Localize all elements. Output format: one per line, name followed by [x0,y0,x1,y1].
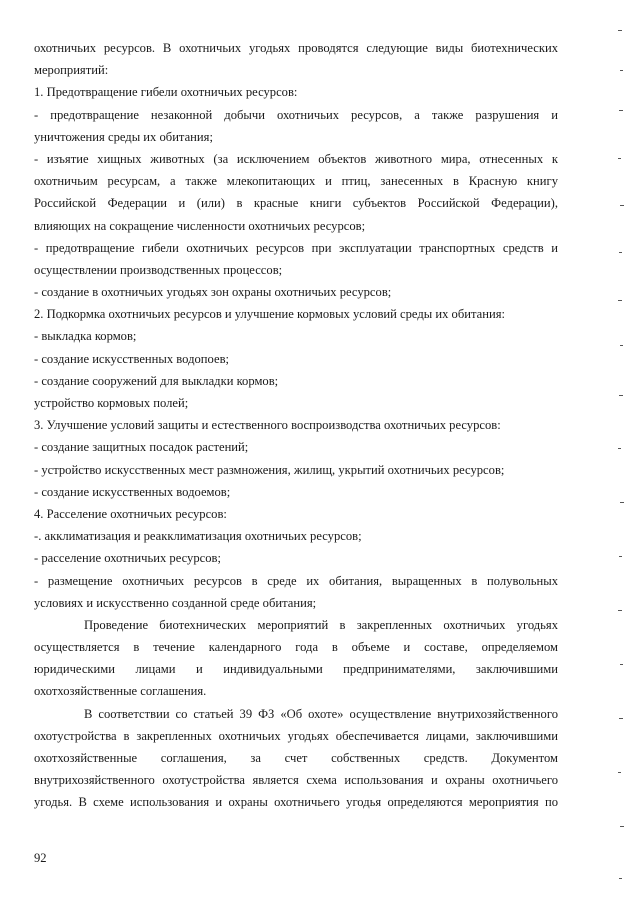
text-line: - создание искусственных водоемов; [34,484,231,499]
text-line: В соответствии со статьей 39 ФЗ «Об охоте» осуществление внутрихозяйственного [84,706,558,721]
text-line: охотхозяйственные соглашения, за счет собственных средств. Документом [34,751,558,765]
text-line: охотустройства в закрепленных охотничьих угодьях обеспечивается лицами, заключившими [34,728,558,743]
text-line: условиях и искусственно созданной среде обитания; [34,595,317,610]
text-line: внутрихозяйственного охотустройства является схема использования и охраны охотничьего [34,773,558,788]
text-line: охотхозяйственные соглашения. [34,684,207,699]
text-line: - выкладка кормов; [34,329,137,344]
page-number: 92 [34,851,47,865]
text-line: 4. Расселение охотничьих ресурсов: [34,506,227,521]
text-line: - предотвращение незаконной добычи охотничьих ресурсов, а также разрушения и [34,107,558,122]
text-line: юридическими лицами и индивидуальными предпринимателями, заключившими [34,662,558,677]
text-line: уничтожения среды их обитания; [34,129,213,144]
text-line: устройство кормовых полей; [34,396,189,410]
text-line: осуществляется в течение календарного года в объеме и составе, определяемом [34,640,558,655]
text-line: - изъятие хищных животных (за исключением объектов животного мира, отнесенных к [34,151,558,166]
text-line: - создание сооружений для выкладки кормов; [34,373,279,388]
text-line: 1. Предотвращение гибели охотничьих ресурсов: [34,85,298,100]
text-line: - предотвращение гибели охотничьих ресурсов при эксплуатации транспортных средств и [34,240,558,255]
text-line: 3. Улучшение условий защиты и естественного воспроизводства охотничьих ресурсов: [34,418,501,433]
text-line: - создание в охотничьих угодьях зон охраны охотничьих ресурсов; [34,285,392,300]
text-line: - размещение охотничьих ресурсов в среде их обитания, выращенных в полувольных [34,573,558,588]
text-line: влияющих на сокращение численности охотничьих ресурсов; [34,218,366,233]
document-body [34,37,558,814]
text-line: Проведение биотехнических мероприятий в закрепленных охотничьих угодьях [84,617,558,632]
text-line: охотничьих ресурсов. В охотничьих угодьях проводятся следующие виды биотехнических [34,41,558,55]
text-line: 2. Подкормка охотничьих ресурсов и улучшение кормовых условий среды их обитания: [34,307,505,322]
text-line: - устройство искусственных мест размножения, жилищ, укрытий охотничьих ресурсов; [34,462,505,477]
scan-edge-artifacts [600,0,640,905]
text-line: осуществлении производственных процессов; [34,262,283,277]
text-line: угодья. В схеме использования и охраны охотничьего угодья определяются мероприятия по [34,795,558,810]
text-line: - создание защитных посадок растений; [34,440,249,455]
text-line: охотничьим ресурсам, а также млекопитающих и птиц, занесенных в Красную книгу [34,174,558,189]
text-line: -. акклиматизация и реакклиматизация охотничьих ресурсов; [34,529,362,544]
text-line: мероприятий: [34,63,109,78]
text-line: Российской Федерации и (или) в красные книги субъектов Российской Федерации), [34,196,558,211]
text-line: - расселение охотничьих ресурсов; [34,551,221,566]
text-line: - создание искусственных водопоев; [34,351,230,366]
